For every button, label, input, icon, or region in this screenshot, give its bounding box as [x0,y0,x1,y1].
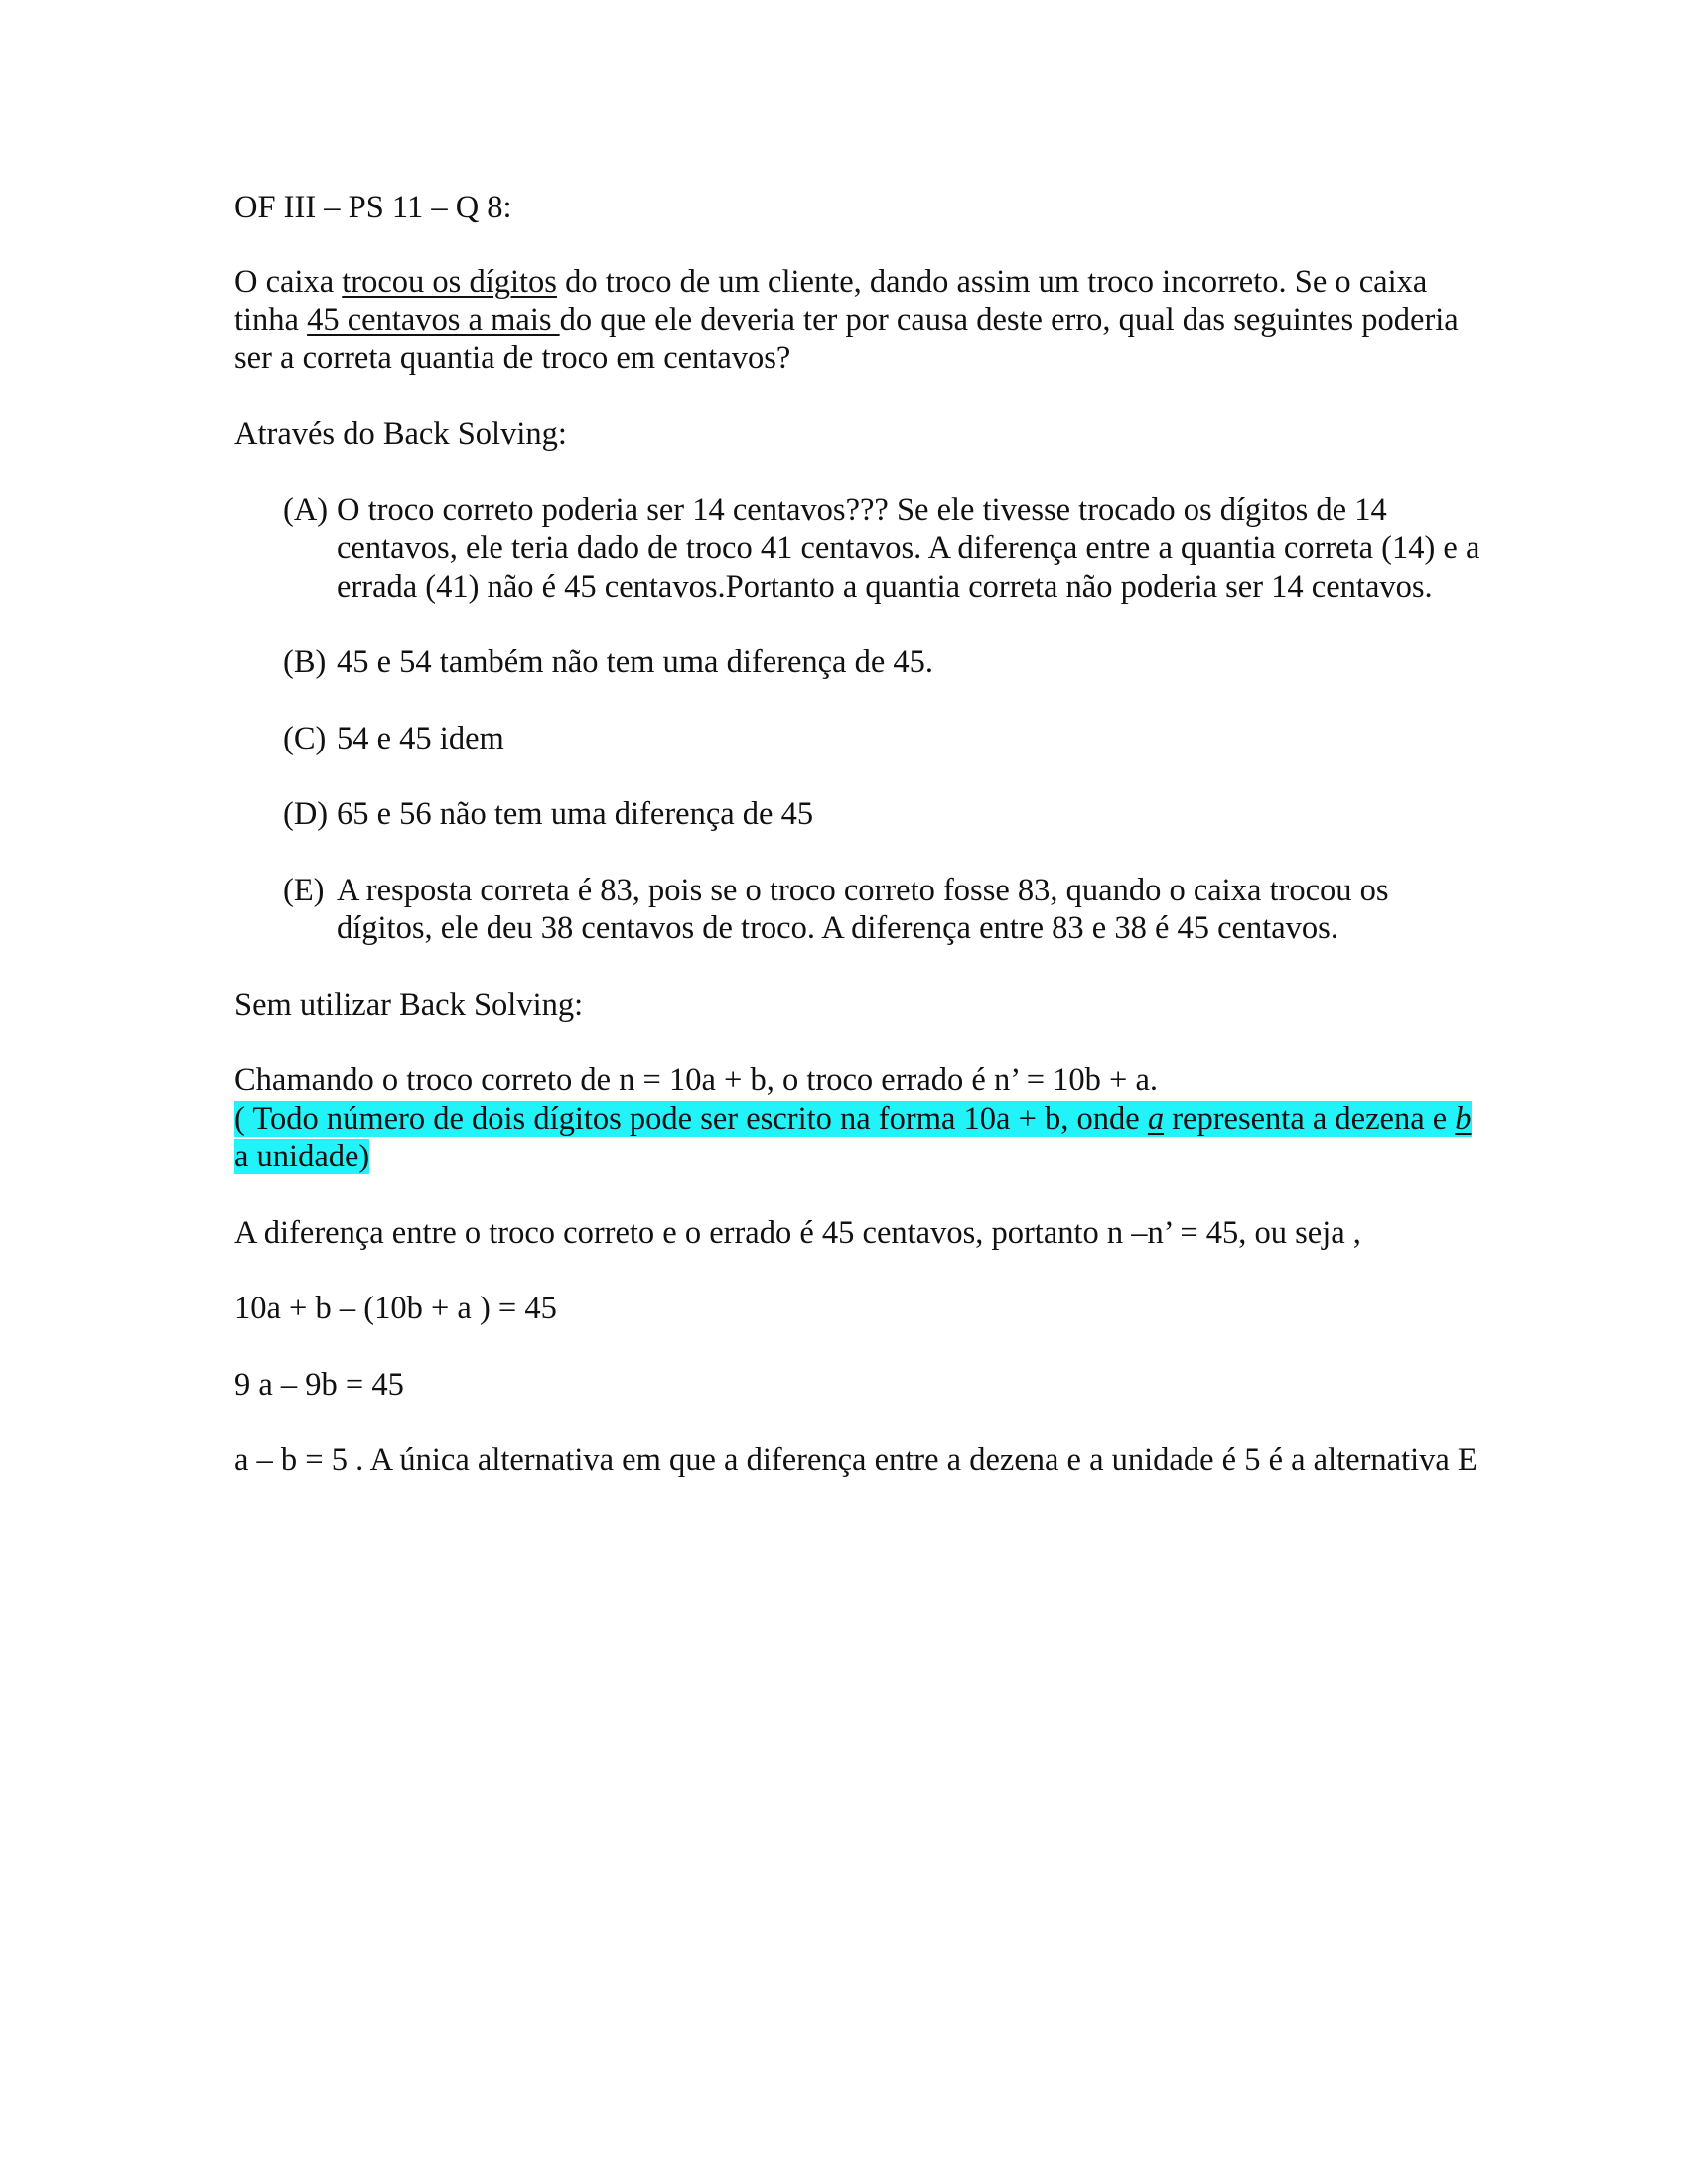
question-text-part2: do troco de um cliente, dando assim um troco incorreto. Se o caixa tinha [234,263,1428,338]
option-letter: (E) [283,872,325,908]
option-text: 54 e 45 idem [337,720,504,756]
underlined-swapped-digits: trocou os dígitos [342,263,557,300]
highlighted-note [234,1100,1485,1176]
question-text-part1: O caixa [234,263,343,300]
option-a [283,491,1485,607]
conclusion: a – b = 5 . A única alternativa em que a diferença entre a dezena e a unidade é 5 é a alternativa E [234,1442,1477,1478]
no-backsolving-title: Sem utilizar Back Solving: [234,986,584,1023]
option-letter: (D) [283,796,329,832]
option-letter: (C) [283,720,327,756]
equation-1: 10a + b – (10b + a ) = 45 [234,1291,557,1326]
option-text: 65 e 56 não tem uma diferença de 45 [337,796,814,832]
highlight-part2: representa a dezena e [1164,1100,1456,1137]
option-text: 45 e 54 também não tem uma diferença de 45. [337,644,934,680]
difference-line: A diferença entre o troco correto e o errado é 45 centavos, portanto n –n’ = 45, ou seja , [234,1214,1361,1251]
question-text-part3: do que ele deveria ter por causa deste erro, qual das seguintes poderia ser a correta quantia de troco em centavos? [234,302,1459,376]
highlight-part3: a unidade) [234,1139,370,1174]
naming-line: Chamando o troco correto de n = 10a + b, o troco errado é n’ = 10b + a. [234,1062,1159,1098]
equation-2: 9 a – 9b = 45 [234,1366,404,1403]
option-b [283,643,1485,682]
option-text: O troco correto poderia ser 14 centavos??? Se ele tivesse trocado os dígitos de 14 centavos, ele teria dado de troco 41 centavos. A diferença entre a quantia correta (14) e a errada (41) não é 45 centavos.Portanto a quantia correta não poderia ser 14 centavos. [337,491,1480,605]
variable-a: a [1147,1100,1165,1137]
highlight-span [234,1101,1472,1175]
option-d [283,795,1485,834]
question-text [234,263,1485,378]
question-heading: OF III – PS 11 – Q 8: [234,190,512,225]
option-letter: (A) [283,491,329,528]
document-page [234,189,1485,1480]
option-text: A resposta correta é 83, pois se o troco correto fosse 83, quando o caixa trocou os dígitos, ele deu 38 centavos de troco. A diferença entre 83 e 38 é 45 centavos. [337,872,1389,946]
option-c [283,720,1485,758]
underlined-45-cents-more: 45 centavos a mais [307,302,560,338]
variable-b: b [1455,1100,1472,1137]
option-letter: (B) [283,644,327,680]
option-e [283,872,1485,948]
highlight-part1: ( Todo número de dois dígitos pode ser escrito na forma 10a + b, onde [234,1100,1148,1137]
backsolving-title: Através do Back Solving: [234,416,567,452]
